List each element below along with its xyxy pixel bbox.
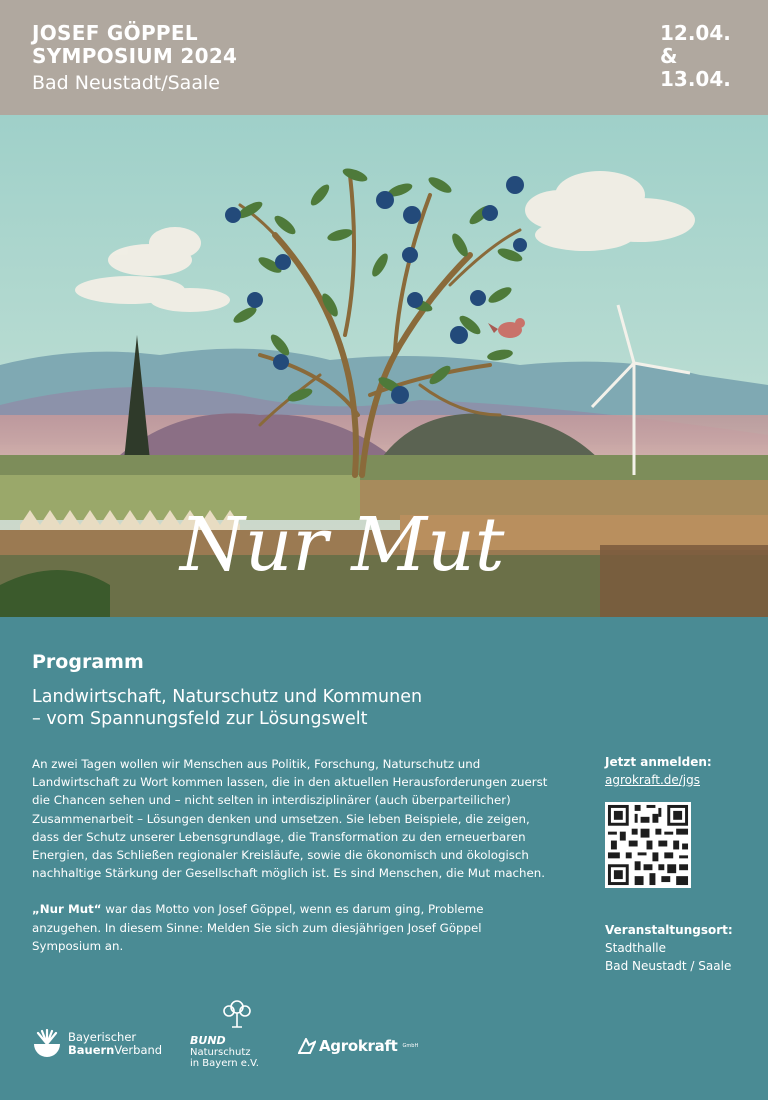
registration-block: [605, 753, 712, 789]
paragraph-intro: An zwei Tagen wollen wir Menschen aus Politik, Forschung, Naturschutz und Landwirtschaft zu Wort kommen lassen, die in den aktuellen Herausforderungen zuerst die Chancen sehen und – nicht selten in interdisziplinärer (auch überparteilicher) Zusammenarbeit – Lösungen denken und umsetzen. Sie leben Beispiele, die zeigen, dass der Schutz unserer Lebensgrundlage, die Transformation zu den erneuerbaren Energien, das Schließen regionaler Kreisläufe, sowie die ökonomisch und ökologisch nachhaltige Stärkung der Gesellschaft möglich ist. Es sind Menschen, die Mut machen.: [32, 757, 548, 881]
event-dates: [660, 22, 740, 91]
section-subtitle: [32, 686, 552, 730]
landscape-illustration: [0, 115, 768, 617]
bund-line-3: in Bayern e.V.: [190, 1058, 259, 1069]
section-heading: Programm: [32, 651, 144, 673]
venue-line-1: Stadthalle: [605, 941, 667, 955]
date-ampersand: &: [660, 44, 678, 68]
logo-bund-naturschutz: [190, 999, 259, 1070]
bbv-line-1: Bayerischer: [68, 1030, 137, 1044]
subtitle-line-2: – vom Spannungsfeld zur Lösungswelt: [32, 709, 368, 729]
logo-agrokraft: [298, 1037, 418, 1055]
illustration: [0, 115, 768, 617]
agrokraft-suffix: GmbH: [402, 1043, 419, 1049]
agrokraft-leaf-icon: [298, 1038, 316, 1054]
motto-text: war das Motto von Josef Göppel, wenn es darum ging, Probleme anzugehen. In diesem Sinne: Melden Sie sich zum diesjährigen Josef Göppel Symposium an.: [32, 902, 484, 953]
bbv-logo-icon: [32, 1029, 62, 1059]
qr-code[interactable]: [605, 802, 691, 888]
register-link[interactable]: agrokraft.de/jgs: [605, 773, 700, 787]
event-location: Bad Neustadt/Saale: [32, 72, 220, 94]
venue-block: [605, 921, 733, 975]
venue-label: Veranstaltungsort:: [605, 923, 733, 937]
bund-line-2: Naturschutz: [190, 1046, 251, 1058]
date-1: 12.04.: [660, 21, 731, 45]
bund-line-1: BUND: [190, 1034, 226, 1047]
bbv-line-2-bold: Bauern: [68, 1043, 115, 1057]
logo-bayerischer-bauernverband: [32, 1029, 162, 1059]
title-line-2: SYMPOSIUM 2024: [32, 44, 238, 68]
header-band: [0, 0, 768, 115]
title-line-1: JOSEF GÖPPEL: [32, 21, 198, 45]
venue-line-2: Bad Neustadt / Saale: [605, 959, 732, 973]
paragraph-motto: [32, 900, 552, 955]
qr-code-icon: [605, 802, 691, 888]
content-panel: [0, 617, 768, 1100]
subtitle-line-1: Landwirtschaft, Naturschutz und Kommunen: [32, 687, 423, 707]
bbv-line-2-rest: Verband: [114, 1043, 163, 1057]
motto-quote: „Nur Mut“: [32, 902, 102, 917]
register-label: Jetzt anmelden:: [605, 755, 712, 769]
body-text: [32, 755, 552, 955]
date-2: 13.04.: [660, 67, 731, 91]
agrokraft-wordmark: Agrokraft: [319, 1037, 398, 1055]
motto-script: Nur Mut: [180, 502, 505, 588]
bund-tree-icon: [220, 999, 254, 1029]
event-title: [32, 22, 237, 68]
